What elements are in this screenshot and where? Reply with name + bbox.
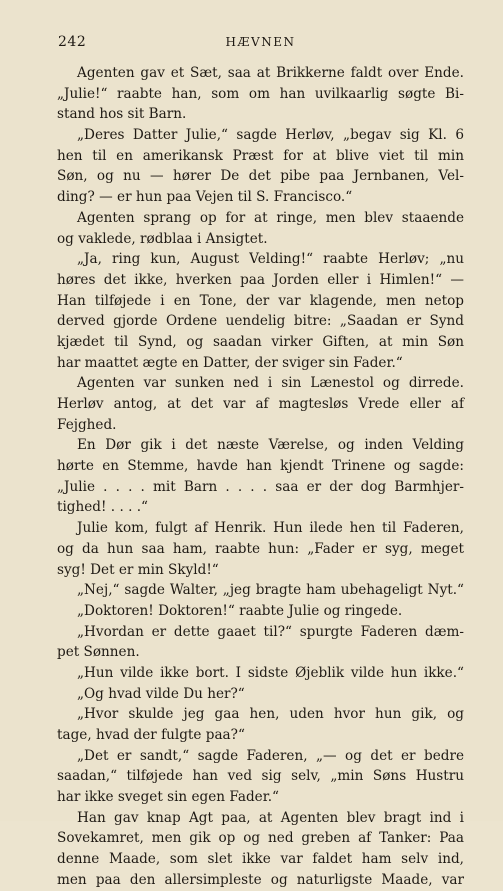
text-line: denne Maade, som slet ikke var faldet ham selv ind, xyxy=(57,851,464,868)
text-line: Han tilføjede i en Tone, der var klagende, men netop xyxy=(57,292,464,309)
text-line: men paa den allersimpleste og naturligste Maade, var xyxy=(57,871,464,888)
body-text xyxy=(57,63,464,891)
running-title: HÆVNEN xyxy=(225,35,296,49)
text-line: „Deres Datter Julie,“ sagde Herløv, „begav sig Kl. 6 xyxy=(77,127,464,144)
text-line: Agenten gav et Sæt, saa at Brikkerne faldt over Ende. xyxy=(77,65,464,81)
text-line: Søn, og nu — hører De det pibe paa Jernbanen, Vel- xyxy=(57,168,464,185)
text-line: pet Sønnen. xyxy=(57,644,140,661)
text-line: Agenten var sunken ned i sin Lænestol og dirrede. xyxy=(77,375,464,392)
text-line: har ikke sveget sin egen Fader.“ xyxy=(57,789,279,806)
text-line: Sovekamret, men gik op og ned greben af Tanker: Paa xyxy=(57,830,464,847)
text-line: „Det er sandt,“ sagde Faderen, „— og det er bedre xyxy=(77,747,464,764)
text-line: saadan,“ tilføjede han ved sig selv, „min Søns Hustru xyxy=(57,768,464,785)
text-line: høres det ikke, hverken paa Jorden eller i Himlen!“ — xyxy=(57,271,464,288)
text-line: „Hvor skulde jeg gaa hen, uden hvor hun gik, og xyxy=(77,706,464,723)
text-line: „Ja, ring kun, August Velding!“ raabte Herløv; „nu xyxy=(77,251,464,268)
text-line: og da hun saa ham, raabte hun: „Fader er syg, meget xyxy=(57,540,464,557)
text-line: Fejghed. xyxy=(57,416,117,433)
text-line: hørte en Stemme, havde han kjendt Trinene og sagde: xyxy=(57,458,464,475)
text-line: hen til en amerikansk Præst for at blive viet til min xyxy=(57,147,464,164)
text-line: Han gav knap Agt paa, at Agenten blev bragt ind i xyxy=(77,809,464,826)
text-line: „Julie!“ raabte han, som om han uvilkaarlig søgte Bi- xyxy=(57,85,464,102)
text-line: „Julie . . . . mit Barn . . . . saa er der dog Barmhjer- xyxy=(57,478,464,495)
text-line: ding? — er hun paa Vejen til S. Francisco.“ xyxy=(57,189,353,206)
text-line: Agenten sprang op for at ringe, men blev staaende xyxy=(77,209,464,226)
text-line: og vaklede, rødblaa i Ansigtet. xyxy=(57,230,268,247)
text-line: tage, hvad der fulgte paa?“ xyxy=(57,727,245,743)
text-line: „Hun vilde ikke bort. I sidste Øjeblik vilde hun ikke.“ xyxy=(77,664,464,681)
text-line: „Nej,“ sagde Walter, „jeg bragte ham ubehageligt Nyt.“ xyxy=(77,582,464,599)
text-line: stand hos sit Barn. xyxy=(57,106,187,123)
text-line: derved gjorde Ordene uendelig bitre: „Saadan er Synd xyxy=(57,313,464,330)
text-line: har maattet ægte en Datter, der sviger sin Fader.“ xyxy=(57,354,403,371)
text-line: En Dør gik i det næste Værelse, og inden Velding xyxy=(77,437,464,454)
text-line: Julie kom, fulgt af Henrik. Hun ilede hen til Faderen, xyxy=(77,520,464,537)
text-line: tighed! . . . .“ xyxy=(57,499,148,516)
text-line: „Hvordan er dette gaaet til?“ spurgte Faderen dæm- xyxy=(77,623,464,640)
text-line: „Doktoren! Doktoren!“ raabte Julie og ringede. xyxy=(77,602,403,619)
text-line: kjædet til Synd, og saadan virker Giften, at min Søn xyxy=(57,333,464,350)
text-line: „Og hvad vilde Du her?“ xyxy=(77,685,245,702)
text-line: Herløv antog, at det var af magtesløs Vrede eller af xyxy=(57,396,464,412)
page-number: 242 xyxy=(58,34,87,50)
page-header xyxy=(58,34,463,54)
text-line: syg! Det er min Skyld!“ xyxy=(57,561,219,578)
